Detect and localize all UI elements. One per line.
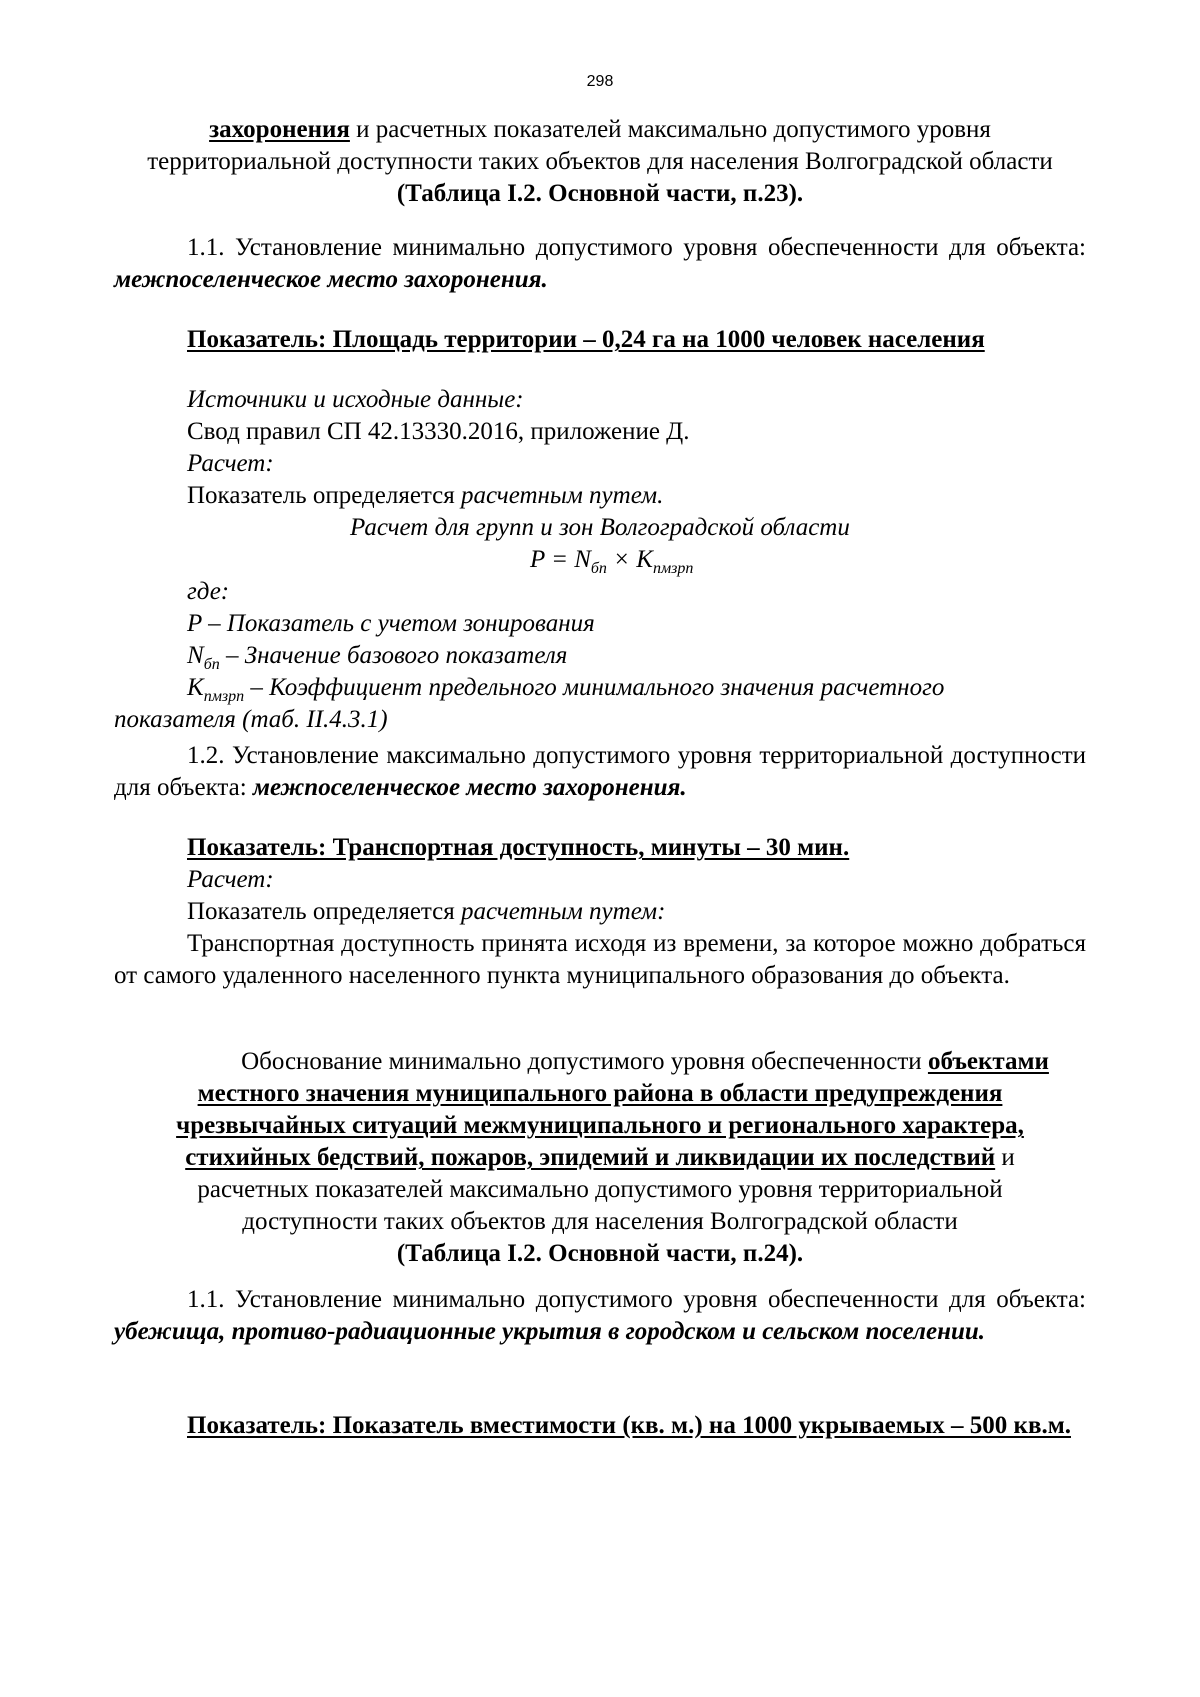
indicator-2 [114, 832, 1086, 864]
page-number: 298 [586, 73, 614, 90]
sources-label: Источники и исходные данные: [187, 386, 524, 413]
table-reference: (Таблица I.2. Основной части, п.23). [396, 180, 804, 207]
calc-2-method: расчетным путем: [461, 898, 666, 925]
heading-and: и [995, 1144, 1015, 1171]
sources-value: Свод правил СП 42.13330.2016, приложение Д. [187, 418, 690, 445]
formula-title: Расчет для групп и зон Волгоградской области [350, 514, 850, 541]
heading-line-5: расчетных показателей максимально допустимого уровня территориальной [197, 1176, 1003, 1203]
section-24-heading [114, 1046, 1086, 1270]
heading-link-text: захоронения [209, 116, 350, 143]
paragraph-text: 1.2. Установление максимально допустимого уровня территориальной доступности для объекта: [114, 742, 1086, 801]
calc-label: Расчет: [187, 450, 274, 477]
heading-line-2: территориальной доступности таких объектов для населения Волгоградской области [147, 148, 1053, 175]
heading-text: и расчетных показателей максимально допустимого уровня [356, 116, 991, 143]
indicator-text: Показатель: Площадь территории – 0,24 га на 1000 человек населения [187, 326, 985, 353]
transport-paragraph: Транспортная доступность принята исходя из времени, за которое можно добраться от самого удаленного населенного пункта муниципального образования до объекта. [114, 930, 1086, 989]
heading-link-3: чрезвычайных ситуаций межмуниципального и регионального характера, [176, 1112, 1024, 1139]
calc-2-label: Расчет: [187, 866, 274, 893]
calc-method: расчетным путем. [461, 482, 664, 509]
calc-text: Показатель определяется [187, 482, 455, 509]
paragraph-1-2 [114, 740, 1086, 804]
calc-2-block [114, 864, 1086, 928]
indicator-text: Показатель: Транспортная доступность, минуты – 30 мин. [187, 834, 850, 861]
indicator-24: Показатель: Показатель вместимости (кв. м.) на 1000 укрываемых – 500 кв.м. [187, 1412, 1071, 1439]
where-label: где: [187, 578, 230, 605]
object-name: межпоселенческое место захоронения. [114, 266, 548, 293]
calc-2-text: Показатель определяется [187, 898, 455, 925]
object-name: межпоселенческое место захоронения. [252, 774, 687, 801]
definition-n: $N_{бп}$ – Значение базового показателя [187, 642, 568, 673]
formula: $P = N_{бп} \times K_{пмзрп}$ [530, 546, 694, 577]
object-name: убежища, противо-радиационные укрытия в городском и сельском поселении. [114, 1318, 986, 1345]
heading-link-2: местного значения муниципального района в области предупреждения [197, 1080, 1003, 1107]
paragraph-1-1 [114, 232, 1086, 296]
heading-link-1: объектами [927, 1048, 1049, 1075]
indicator-1 [114, 324, 1086, 356]
paragraph-text: 1.1. Установление минимально допустимого уровня обеспеченности для объекта: [187, 1286, 1086, 1313]
section-23-heading [114, 114, 1086, 210]
definition-p: P – Показатель с учетом зонирования [187, 610, 595, 637]
heading-line-6: доступности таких объектов для населения Волгоградской области [242, 1208, 958, 1235]
heading-link-4: стихийных бедствий, пожаров, эпидемий и ликвидации их последствий [185, 1144, 996, 1171]
definition-k: $K_{пмзрп}$ – Коэффициент предельного минимального значения расчетного [187, 674, 945, 705]
sources-block [114, 384, 1086, 736]
heading-intro: Обоснование минимально допустимого уровня обеспеченности [241, 1048, 922, 1075]
paragraph-24-1-1 [114, 1284, 1086, 1348]
definition-k-line-2: показателя (таб. II.4.3.1) [114, 706, 388, 733]
table-reference-24: (Таблица I.2. Основной части, п.24). [396, 1240, 804, 1267]
paragraph-text: 1.1. Установление минимально допустимого уровня обеспеченности для объекта: [187, 234, 1086, 261]
